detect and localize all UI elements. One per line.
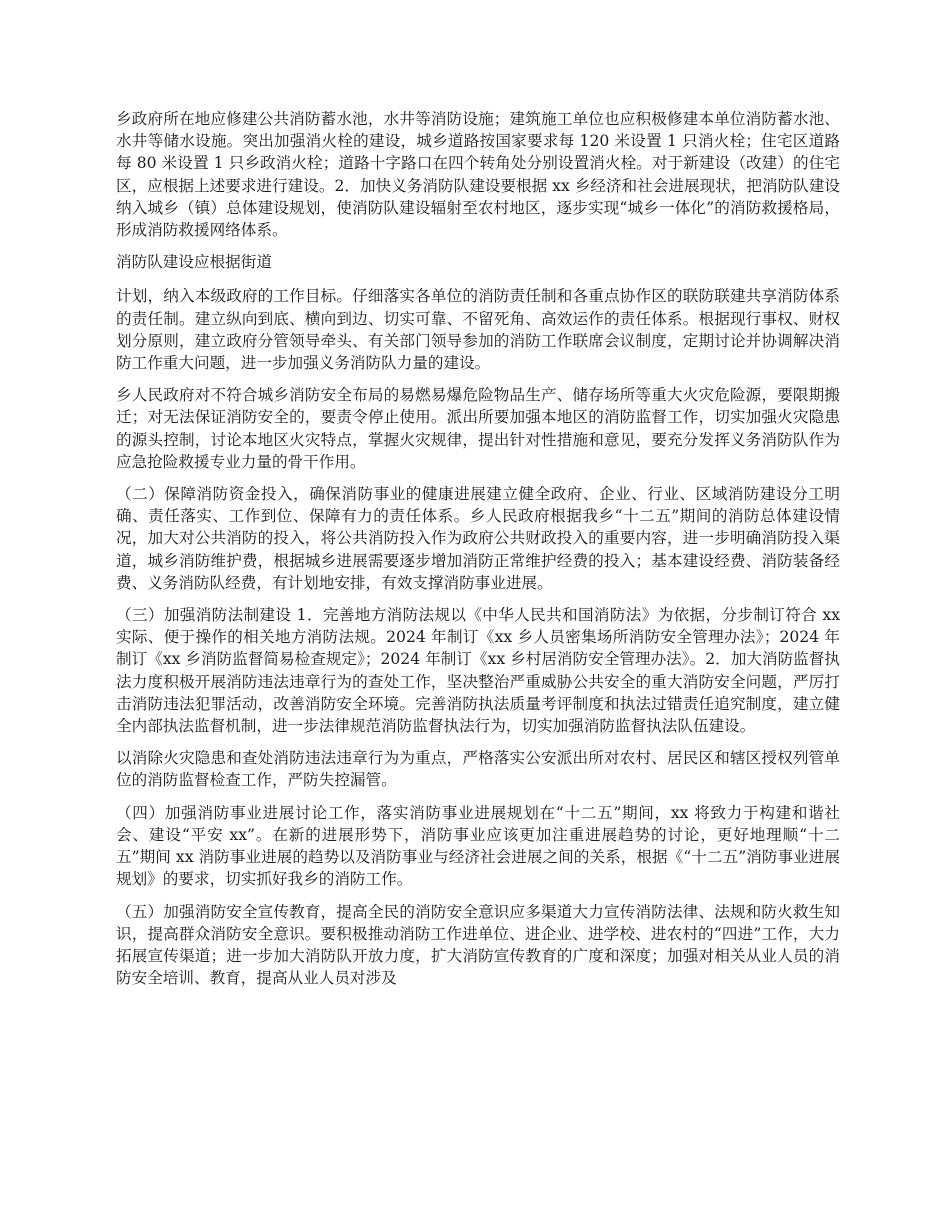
paragraph-section-legal: （三）加强消防法制建设 1．完善地方消防法规以《中华人民共和国消防法》为依据，分步制订符合 xx 实际、便于操作的相关地方消防法规。2024 年制订《xx 乡人员密集场所消防安全管理办法》；2024 年制订《xx 乡消防监督简易检查规定》；2024 年制订《xx 乡村居消防安全管理办法》。2．加大消防监督执法力度积极开展消防违法违章行为的查处工作，坚决整治严重威胁公共安全的重大消防安全问题，严厉打击消防违法犯罪活动，改善消防安全环境。完善消防执法质量考评制度和执法过错责任追究制度，建立健全内部执法监督机制，进一步法律规范消防监督执法行为，切实加强消防监督执法队伍建设。 <box>116 606 840 736</box>
paragraph-hazard-relocation: 乡人民政府对不符合城乡消防安全布局的易燃易爆危险物品生产、储存场所等重大火灾危险源，要限期搬迁；对无法保证消防安全的，要责令停止使用。派出所要加强本地区的消防监督工作，切实加强火灾隐患的源头控制，讨论本地区火灾特点，掌握火灾规律，提出针对性措施和意见，要充分发挥义务消防队作为应急抢险救援专业力量的骨干作用。 <box>116 386 840 471</box>
paragraph-section-education: （五）加强消防安全宣传教育，提高全民的消防安全意识应多渠道大力宣传消防法律、法规和防火救生知识，提高群众消防安全意识。要积极推动消防工作进单位、进企业、进学校、进农村的“四进”工作，大力拓展宣传渠道；进一步加大消防队开放力度，扩大消防宣传教育的广度和深度；加强对相关从业人员的消防安全培训、教育，提高从业人员对涉及 <box>116 902 840 988</box>
paragraph-plan-target: 计划，纳入本级政府的工作目标。仔细落实各单位的消防责任制和各重点协作区的联防联建共享消防体系的责任制。建立纵向到底、横向到边、切实可靠、不留死角、高效运作的责任体系。根据现行事权、财权划分原则，建立政府分管领导牵头、有关部门领导参加的消防工作联席会议制度，定期讨论并协调解决消防工作重大问题，进一步加强义务消防队力量的建设。 <box>116 287 840 373</box>
paragraph-fire-facilities: 乡政府所在地应修建公共消防蓄水池，水井等消防设施；建筑施工单位也应积极修建本单位消防蓄水池、水井等储水设施。突出加强消火栓的建设，城乡道路按国家要求每 120 米设置 1 只消火栓；住宅区道路每 80 米设置 1 只乡政消火栓；道路十字路口在四个转角处分别设置消火栓。对于新建设（改建）的住宅区，应根据上述要求进行建设。2．加快义务消防队建设要根据 xx 乡经济和社会进展现状，把消防队建设纳入城乡（镇）总体建设规划，使消防队建设辐射至农村地区，逐步实现“城乡一体化”的消防救援格局，形成消防救援网络体系。 <box>116 110 840 240</box>
paragraph-hazard-inspection: 以消除火灾隐患和查处消防违法违章行为为重点，严格落实公安派出所对农村、居民区和辖区授权列管单位的消防监督检查工作，严防失控漏管。 <box>116 749 840 790</box>
paragraph-heading-street: 消防队建设应根据街道 <box>116 253 272 272</box>
paragraph-section-funding: （二）保障消防资金投入，确保消防事业的健康进展建立健全政府、企业、行业、区域消防建设分工明确、责任落实、工作到位、保障有力的责任体系。乡人民政府根据我乡“十二五”期间的消防总体建设情况，加大对公共消防的投入，将公共消防投入作为政府公共财政投入的重要内容，进一步明确消防投入渠道，城乡消防维护费，根据城乡进展需要逐步增加消防正常维护经费的投入；基本建设经费、消防装备经费、义务消防队经费，有计划地安排，有效支撑消防事业进展。 <box>116 485 840 592</box>
paragraph-section-research: （四）加强消防事业进展讨论工作，落实消防事业进展规划在“十二五”期间，xx 将致力于构建和谐社会、建设“平安 xx”。在新的进展形势下，消防事业应该更加注重进展趋势的讨论，更好地理顺“十二五”期间 xx 消防事业进展的趋势以及消防事业与经济社会进展之间的关系，根据《“十二五”消防事业进展规划》的要求，切实抓好我乡的消防工作。 <box>116 803 840 889</box>
document-body <box>116 108 840 999</box>
